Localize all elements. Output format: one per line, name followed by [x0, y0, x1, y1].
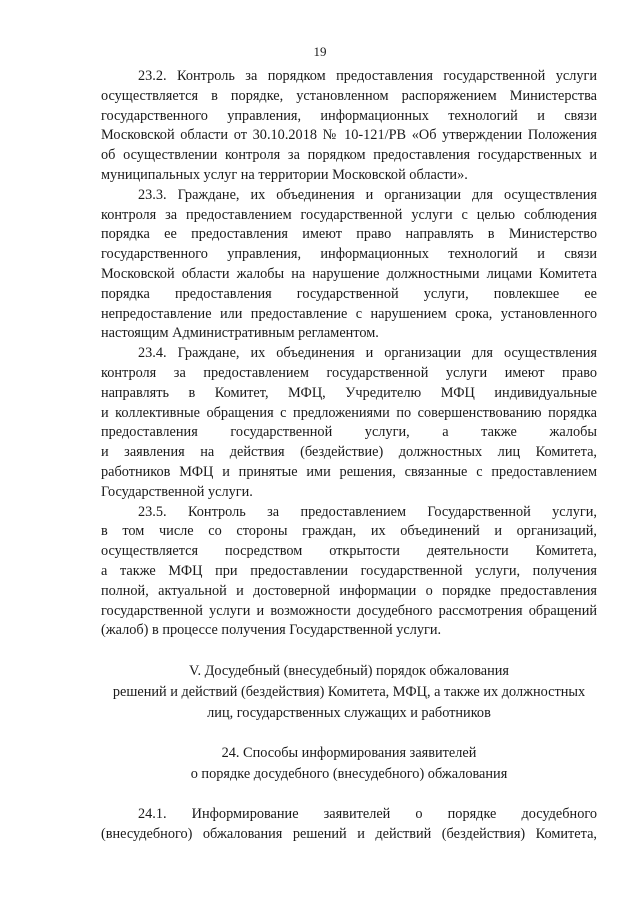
- text-line: Московской области от 30.10.2018 № 10-121/РВ «Об утверждении Положения: [101, 127, 597, 144]
- text-line: и заявления на действия (бездействие) должностных лиц Комитета,: [101, 444, 597, 461]
- text-line: 23.3. Граждане, их объединения и организации для осуществления: [138, 186, 597, 203]
- text-line: 23.2. Контроль за порядком предоставления государственной услуги: [138, 68, 597, 84]
- text-line: настоящим Административным регламентом.: [101, 325, 379, 342]
- text-line: в том числе со стороны граждан, их объединений и организаций,: [101, 523, 597, 540]
- text-line: (внесудебного) обжалования решений и действий (бездействия) Комитета,: [101, 825, 597, 842]
- paragraph-23-4: [101, 344, 597, 502]
- paragraph-23-2: [101, 67, 597, 186]
- paragraph-23-3: [101, 186, 597, 344]
- paragraph-24-1: [101, 805, 597, 845]
- heading-line: 24. Способы информирования заявителей: [221, 745, 477, 762]
- text-line: (жалоб) в процессе получения Государственной услуги.: [101, 622, 442, 639]
- text-line: 23.4. Граждане, их объединения и организации для осуществления: [138, 345, 597, 362]
- section-v-heading: [101, 661, 597, 724]
- document-body: [101, 67, 597, 845]
- text-line: 24.1. Информирование заявителей о порядке досудебного: [138, 806, 597, 823]
- text-line: полной, актуальной и достоверной информации о порядке предоставления: [101, 582, 597, 599]
- text-line: Государственной услуги.: [101, 483, 253, 500]
- section-24-heading: [101, 743, 597, 785]
- text-line: государственного управления, информационных технологий и связи: [101, 107, 597, 124]
- heading-line: о порядке досудебного (внесудебного) обжалования: [190, 766, 508, 783]
- text-line: муниципальных услуг на территории Московской области».: [101, 166, 468, 183]
- text-line: порядка ее предоставления имеют право направлять в Министерство: [101, 226, 597, 243]
- heading-line: решений и действий (бездействия) Комитета, МФЦ, а также их должностных: [112, 684, 586, 701]
- heading-line: V. Досудебный (внесудебный) порядок обжалования: [188, 663, 510, 680]
- text-line: а также МФЦ при предоставлении государственной услуги, получения: [101, 562, 597, 579]
- text-line: и коллективные обращения с предложениями по совершенствованию порядка: [101, 404, 597, 421]
- page-number: 19: [313, 44, 327, 59]
- text-line: предоставления государственной услуги, а также жалобы: [101, 424, 597, 441]
- text-line: контроля за предоставлением государственной услуги имеют право: [101, 364, 597, 381]
- text-line: контроля за предоставлением государственной услуги с целью соблюдения: [101, 206, 597, 223]
- text-line: непредоставление или предоставление с нарушением срока, установленного: [101, 305, 597, 322]
- text-line: об осуществлении контроля за порядком предоставления государственных и: [101, 147, 597, 164]
- text-line: Московской области жалобы на нарушение должностными лицами Комитета: [101, 265, 597, 282]
- heading-line: лиц, государственных служащих и работников: [207, 705, 491, 722]
- text-line: государственной услуги и возможности досудебного рассмотрения обращений: [101, 602, 597, 619]
- paragraph-23-5: [101, 503, 597, 642]
- text-line: порядка предоставления государственной услуги, повлекшее ее: [101, 285, 597, 302]
- text-line: 23.5. Контроль за предоставлением Государственной услуги,: [138, 503, 597, 520]
- text-line: осуществляется посредством открытости деятельности Комитета,: [101, 543, 597, 560]
- text-line: работников МФЦ и принятые ими решения, связанные с предоставлением: [101, 463, 597, 480]
- text-line: государственного управления, информационных технологий и связи: [101, 246, 597, 263]
- text-line: осуществляется в порядке, установленном распоряжением Министерства: [101, 87, 597, 104]
- text-line: направлять в Комитет, МФЦ, Учредителю МФЦ индивидуальные: [101, 384, 597, 401]
